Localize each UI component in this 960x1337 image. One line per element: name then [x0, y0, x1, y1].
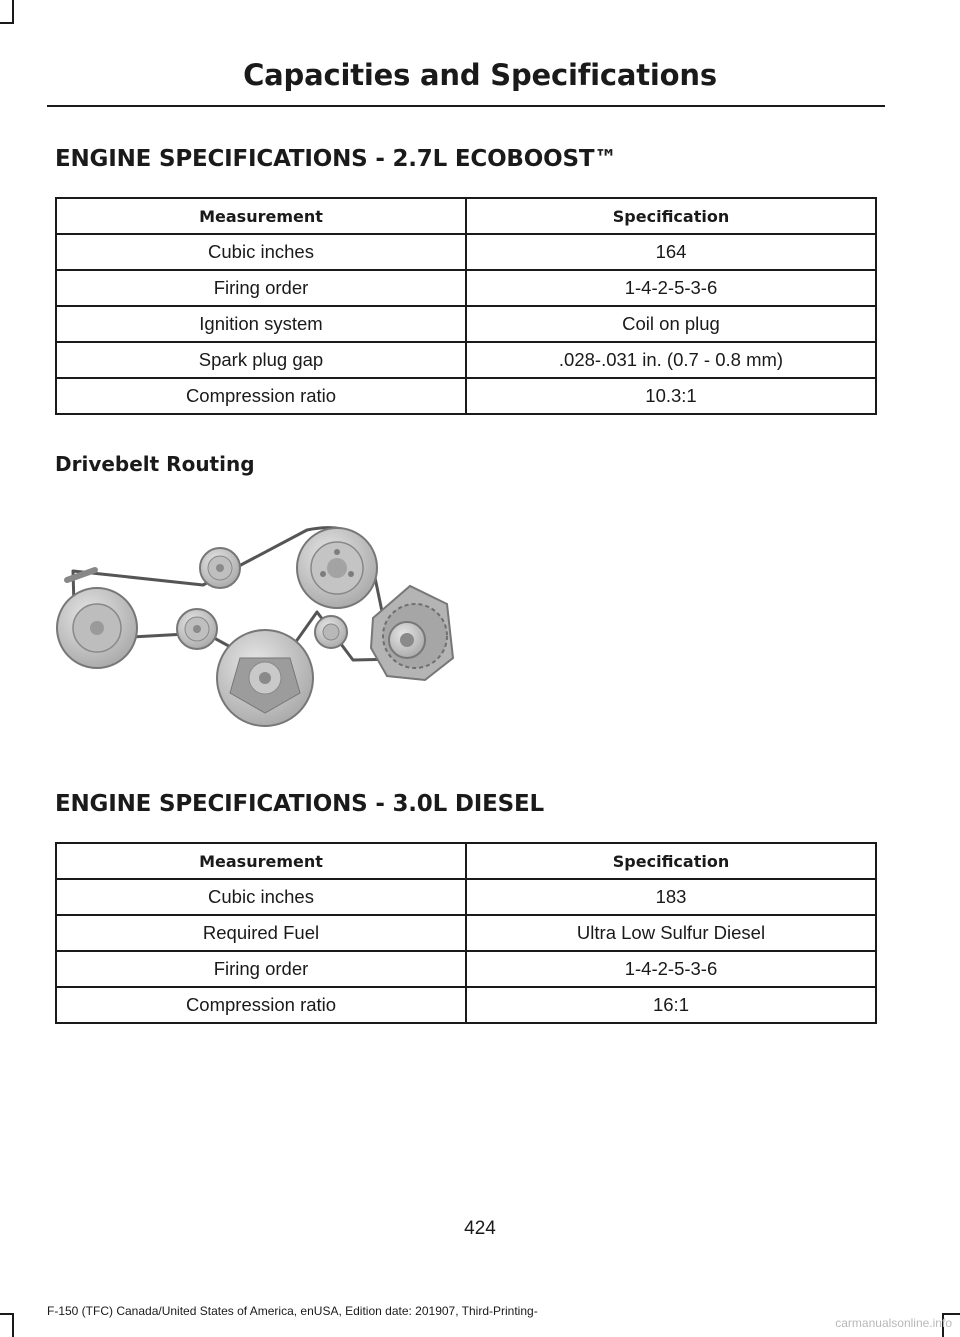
idler-pulley: [177, 609, 217, 649]
specification-cell: Ultra Low Sulfur Diesel: [466, 915, 876, 951]
water-pump-pulley: [297, 528, 377, 608]
page-number: 424: [464, 1218, 496, 1239]
alternator: [371, 586, 453, 680]
measurement-cell: Ignition system: [56, 306, 466, 342]
section-title-diesel: ENGINE SPECIFICATIONS - 3.0L DIESEL: [55, 791, 544, 817]
table-row: [56, 270, 876, 306]
specification-cell: 16:1: [466, 987, 876, 1023]
footer-edition-text: F-150 (TFC) Canada/United States of America, enUSA, Edition date: 201907, Third-Printing-: [47, 1304, 538, 1318]
column-header: Measurement: [56, 843, 466, 879]
column-header: Measurement: [56, 198, 466, 234]
table-row: [56, 234, 876, 270]
section-title-ecoboost: ENGINE SPECIFICATIONS - 2.7L ECOBOOST™: [55, 146, 618, 172]
crop-mark: [12, 1313, 14, 1337]
measurement-cell: Cubic inches: [56, 879, 466, 915]
table-row: [56, 951, 876, 987]
specification-cell: 10.3:1: [466, 378, 876, 414]
measurement-cell: Compression ratio: [56, 987, 466, 1023]
specification-cell: 183: [466, 879, 876, 915]
specification-cell: 1-4-2-5-3-6: [466, 270, 876, 306]
spec-table-diesel: [55, 842, 877, 1024]
crop-mark: [12, 0, 14, 24]
crank-pulley: [57, 588, 137, 668]
measurement-cell: Spark plug gap: [56, 342, 466, 378]
page-header-title: Capacities and Specifications: [243, 58, 717, 92]
measurement-cell: Firing order: [56, 951, 466, 987]
measurement-cell: Firing order: [56, 270, 466, 306]
measurement-cell: Compression ratio: [56, 378, 466, 414]
table-header-row: [56, 843, 876, 879]
table-row: [56, 915, 876, 951]
drivebelt-routing-title: Drivebelt Routing: [55, 452, 255, 476]
table-row: [56, 378, 876, 414]
table-row: [56, 306, 876, 342]
idler-pulley: [315, 616, 347, 648]
specification-cell: Coil on plug: [466, 306, 876, 342]
table-row: [56, 987, 876, 1023]
compressor-pulley: [217, 630, 313, 726]
measurement-cell: Cubic inches: [56, 234, 466, 270]
table-row: [56, 879, 876, 915]
specification-cell: 1-4-2-5-3-6: [466, 951, 876, 987]
crop-mark: [0, 22, 14, 24]
table-row: [56, 342, 876, 378]
table-header-row: [56, 198, 876, 234]
specification-cell: .028-.031 in. (0.7 - 0.8 mm): [466, 342, 876, 378]
column-header: Specification: [466, 198, 876, 234]
specification-cell: 164: [466, 234, 876, 270]
column-header: Specification: [466, 843, 876, 879]
measurement-cell: Required Fuel: [56, 915, 466, 951]
crop-mark: [0, 1313, 14, 1315]
header-rule: [47, 105, 885, 107]
crop-mark: [942, 1313, 960, 1315]
spec-table-ecoboost: [55, 197, 877, 415]
idler-pulley: [200, 548, 240, 588]
watermark: carmanualsonline.info: [835, 1316, 952, 1330]
drivebelt-diagram-icon: [55, 508, 455, 733]
